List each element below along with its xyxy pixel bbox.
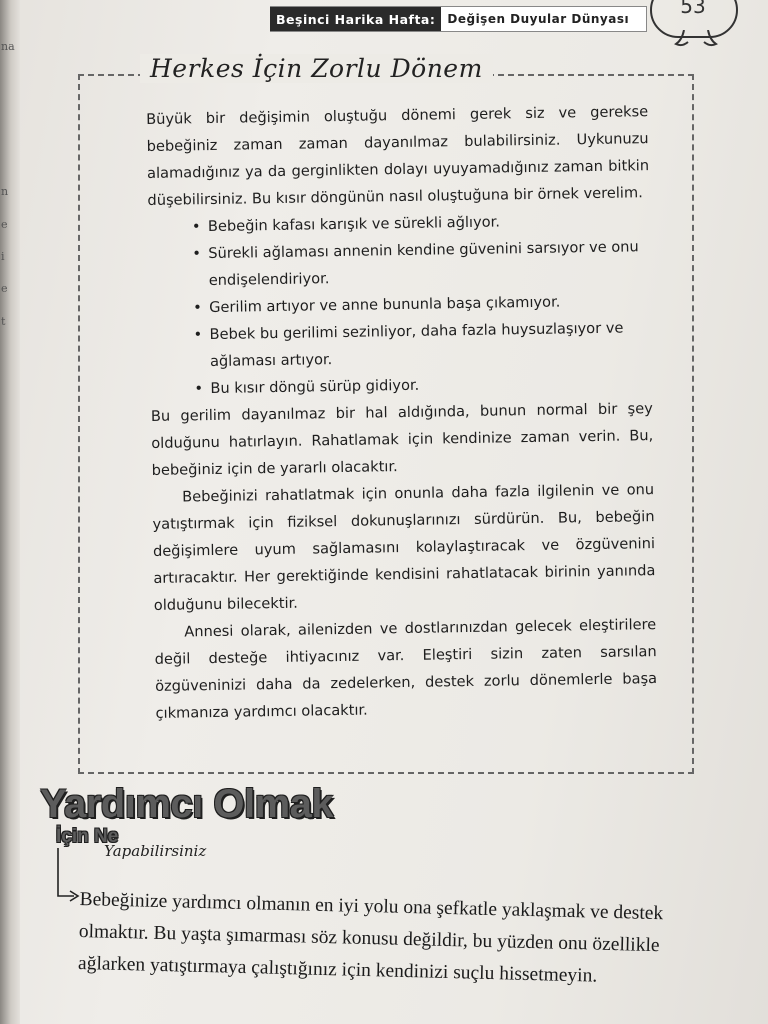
page-number: 53 [680, 0, 706, 18]
chapter-header [270, 6, 647, 32]
section-subtitle: İçin Ne [56, 826, 119, 847]
page-gutter [0, 0, 20, 1024]
chapter-label: Beşinci Harika Hafta: [270, 7, 441, 31]
page-number-legs-icon [672, 30, 722, 48]
section-subtitle-script: Yapabilirsiniz [104, 842, 207, 860]
list-item: • Sürekli ağlaması annenin kendine güvenini sarsıyor ve onu endişelendiriyor. [192, 233, 651, 294]
gutter-mark: i [1, 250, 5, 263]
list-item: • Bu kısır döngü sürüp gidiyor. [194, 368, 652, 402]
box-title: Herkes İçin Zorlu Dönem [140, 54, 493, 83]
gutter-mark: t [1, 315, 6, 328]
list-item: • Gerilim artıyor ve anne bununla başa çıkamıyor. [193, 287, 651, 321]
list-item: • Bebeğin kafası karışık ve sürekli ağlıyor. [192, 206, 650, 240]
section-body [78, 884, 710, 995]
section-title: Yardımcı Olmak [40, 782, 334, 826]
gutter-mark: n [1, 185, 9, 198]
gutter-mark: na [1, 40, 15, 53]
box-content [146, 98, 658, 727]
body-line: ağlarken yatıştırmaya çalıştığınız için kendinizi suçlu hissetmeyin. [77, 952, 598, 987]
box-paragraph: Bu gerilim dayanılmaz bir hal aldığında, bunun normal bir şey olduğunu hatırlayın. Rahatlamak için kendinize zaman verin. Bu, bebeğiniz için de yararlı olacaktır. [150, 400, 654, 479]
gutter-mark: e [1, 218, 8, 231]
list-item: • Bebek bu gerilimi sezinliyor, daha fazla huysuzlaşıyor ve ağlaması artıyor. [193, 314, 652, 375]
gutter-mark: e [1, 282, 8, 295]
body-line: olmaktır. Bu yaşta şımarması söz konusu değildir, bu yüzden onu özellikle [78, 920, 660, 957]
body-line: Bebeğinize yardımcı olmanın en iyi yolu ona şefkatle yaklaşmak ve destek [79, 888, 664, 925]
chapter-title: Değişen Duyular Dünyası [447, 12, 630, 26]
box-paragraph: Annesi olarak, ailenizden ve dostlarınızdan gelecek eleştirilere değil desteğe ihtiyacınız var. Eleştiri sizin zaten sarsılan özgüveninizi daha da zedelerken, destek zorlu dönemlerle başa çıkmanıza yardımcı olacaktır. [154, 616, 658, 722]
adjacent-page-text [0, 40, 15, 340]
cycle-list [148, 206, 653, 403]
box-intro: Büyük bir değişimin oluştuğu dönemi gerek siz ve gerekse bebeğiniz zaman zaman dayanılmaz bulabilirsiniz. Uykunuzu alamadığınız ya da gerginlikten dolayı uyuyamadığınız zaman bitkin düşebilirsiniz. Bu kısır döngünün nasıl oluştuğuna bir örnek verelim. [146, 103, 650, 209]
box-paragraph: Bebeğinizi rahatlatmak için onunla daha fazla ilgilenin ve onu yatıştırmak için fiziksel dokunuşlarınızı sürdürün. Bu, bebeğin değişimlere uyum sağlamasını kolaylaştıracak ve özgüvenini artıracaktır. Her gerektiğinde kendisini rahatlatacak birinin yanında olduğunu bilecektir. [152, 481, 656, 614]
